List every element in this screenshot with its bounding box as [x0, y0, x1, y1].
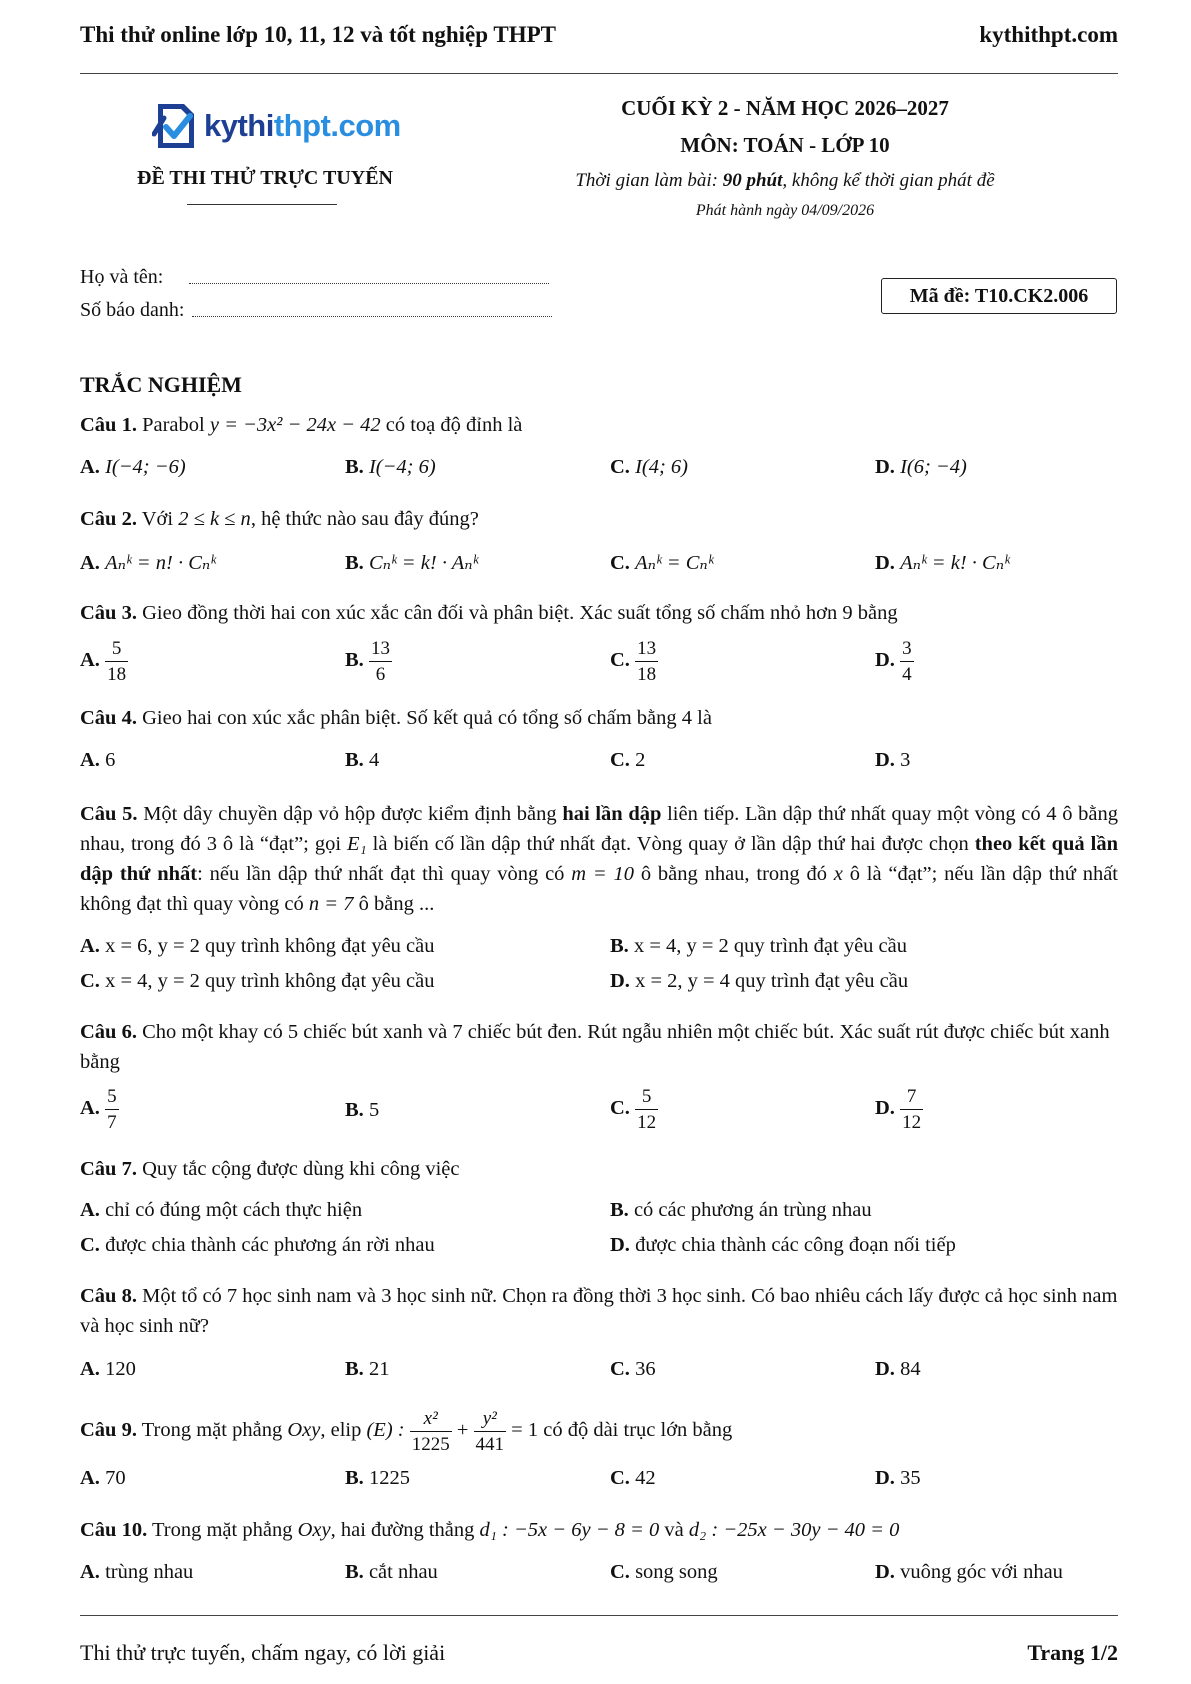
- student-id-dotted-line[interactable]: [192, 316, 552, 317]
- q9-option-b[interactable]: B. 1225: [345, 1467, 410, 1489]
- q5-option-d[interactable]: D. x = 2, y = 4 quy trình đạt yêu cầu: [610, 970, 909, 992]
- question-2: Câu 2. Với 2 ≤ k ≤ n, hệ thức nào sau đây đúng?: [80, 508, 479, 530]
- question-9: Câu 9. Trong mặt phẳng Oxy, elip (E) : $\frac{\text{x²}}{1225}$ + $\frac{\text{y²}}{441}$ = 1 có độ dài trục lớn bằng: [80, 1407, 733, 1455]
- site-logo[interactable]: [152, 100, 401, 152]
- q6-option-a[interactable]: A. $\frac{5}{7}$: [80, 1086, 117, 1133]
- q7-option-c[interactable]: C. được chia thành các phương án rời nhau: [80, 1234, 435, 1256]
- question-7: Câu 7. Quy tắc cộng được dùng khi công việc: [80, 1158, 460, 1180]
- logo-text: kythithpt.com: [204, 108, 401, 143]
- header-left: Thi thử online lớp 10, 11, 12 và tốt nghiệp THPT: [80, 22, 556, 47]
- question-1: Câu 1. Parabol y = −3x² − 24x − 42 có toạ độ đỉnh là: [80, 414, 523, 436]
- q3-option-a[interactable]: A. $\frac{5}{18}$: [80, 638, 127, 685]
- q3-option-c[interactable]: C. $\frac{13}{18}$: [610, 638, 657, 685]
- question-10: Câu 10. Trong mặt phẳng Oxy, hai đường thẳng d₁ : −5x − 6y − 8 = 0 và d₂ : −25x − 30y − 40 = 0: [80, 1519, 900, 1541]
- q7-option-d[interactable]: D. được chia thành các công đoạn nối tiếp: [610, 1234, 956, 1256]
- q8-option-d[interactable]: D. 84: [875, 1358, 921, 1380]
- q6-option-b[interactable]: B. 5: [345, 1099, 380, 1121]
- q5-option-a[interactable]: A. x = 6, y = 2 quy trình không đạt yêu cầu: [80, 935, 435, 957]
- q6-option-c[interactable]: C. $\frac{5}{12}$: [610, 1086, 657, 1133]
- student-id-field[interactable]: [80, 299, 552, 322]
- question-6: Câu 6. Cho một khay có 5 chiếc bút xanh và 7 chiếc bút đen. Rút ngẫu nhiên một chiếc bút. Xác suất rút được chiếc bút xanh bằng: [80, 1021, 1110, 1073]
- exam-page: [80, 0, 1118, 1684]
- footer-divider: [80, 1615, 1118, 1616]
- q1-option-b[interactable]: B. I(−4; 6): [345, 456, 436, 478]
- q1-option-a[interactable]: A. I(−4; −6): [80, 456, 186, 478]
- exam-release-date: Phát hành ngày 04/09/2026: [695, 202, 875, 219]
- q6-option-d[interactable]: D. $\frac{7}{12}$: [875, 1086, 922, 1133]
- student-id-label: Số báo danh:: [80, 299, 185, 321]
- q8-option-a[interactable]: A. 120: [80, 1358, 136, 1380]
- question-4: Câu 4. Gieo hai con xúc xắc phân biệt. Số kết quả có tổng số chấm bằng 4 là: [80, 707, 712, 729]
- q10-option-a[interactable]: A. trùng nhau: [80, 1561, 194, 1583]
- q9-option-a[interactable]: A. 70: [80, 1467, 126, 1489]
- page-header: [80, 22, 1118, 48]
- section-title: TRẮC NGHIỆM: [80, 372, 242, 397]
- q7-option-a[interactable]: A. chỉ có đúng một cách thực hiện: [80, 1199, 363, 1221]
- q5-option-b[interactable]: B. x = 4, y = 2 quy trình đạt yêu cầu: [610, 935, 907, 957]
- exam-time: Thời gian làm bài: 90 phút, không kể thời gian phát đề: [575, 170, 995, 191]
- q10-option-d[interactable]: D. vuông góc với nhau: [875, 1561, 1063, 1583]
- q9-option-c[interactable]: C. 42: [610, 1467, 656, 1489]
- q2-option-d[interactable]: D. Aₙᵏ = k! · Cₙᵏ: [875, 552, 1010, 574]
- header-divider: [80, 73, 1118, 74]
- q8-option-c[interactable]: C. 36: [610, 1358, 656, 1380]
- q4-option-c[interactable]: C. 2: [610, 749, 646, 771]
- name-field[interactable]: [80, 266, 549, 289]
- header-right[interactable]: kythithpt.com: [979, 22, 1118, 47]
- q5-option-c[interactable]: C. x = 4, y = 2 quy trình không đạt yêu cầu: [80, 970, 435, 992]
- title-underline: [187, 204, 337, 205]
- q2-option-b[interactable]: B. Cₙᵏ = k! · Aₙᵏ: [345, 552, 479, 574]
- q1-option-d[interactable]: D. I(6; −4): [875, 456, 967, 478]
- q10-option-b[interactable]: B. cắt nhau: [345, 1561, 438, 1583]
- question-5: Câu 5. Một dây chuyền dập vỏ hộp được kiểm định bằng hai lần dập liên tiếp. Lần dập thứ nhất quay một vòng có 4 ô bằng nhau, trong đó 3 ô là “đạt”; gọi E₁ là biến cố lần dập thứ nhất đạt. Vòng quay ở lần dập thứ hai được chọn theo kết quả lần dập thứ nhất: nếu lần dập thứ nhất đạt thì quay vòng có m = 10 ô bằng nhau, trong đó x ô là “đạt”; nếu lần dập thứ nhất không đạt thì quay vòng có n = 7 ô bằng ...: [80, 803, 1118, 915]
- q2-option-c[interactable]: C. Aₙᵏ = Cₙᵏ: [610, 552, 714, 574]
- exam-code-badge: Mã đề: T10.CK2.006: [881, 278, 1117, 314]
- question-8: Câu 8. Một tổ có 7 học sinh nam và 3 học sinh nữ. Chọn ra đồng thời 3 học sinh. Có bao nhiêu cách lấy được cả học sinh nam và học sinh nữ?: [80, 1285, 1118, 1337]
- q3-option-d[interactable]: D. $\frac{3}{4}$: [875, 638, 912, 685]
- name-label: Họ và tên:: [80, 266, 164, 288]
- exam-subject: MÔN: TOÁN - LỚP 10: [680, 133, 890, 157]
- q4-option-b[interactable]: B. 4: [345, 749, 380, 771]
- q8-option-b[interactable]: B. 21: [345, 1358, 390, 1380]
- q1-option-c[interactable]: C. I(4; 6): [610, 456, 688, 478]
- q3-option-b[interactable]: B. $\frac{13}{6}$: [345, 638, 390, 685]
- exam-term: CUỐI KỲ 2 - NĂM HỌC 2026–2027: [621, 96, 949, 120]
- q9-option-d[interactable]: D. 35: [875, 1467, 921, 1489]
- page-footer: [80, 1640, 1118, 1666]
- exam-heading: [540, 96, 1030, 220]
- q4-option-a[interactable]: A. 6: [80, 749, 116, 771]
- q7-option-b[interactable]: B. có các phương án trùng nhau: [610, 1199, 872, 1221]
- q10-option-c[interactable]: C. song song: [610, 1561, 718, 1583]
- online-exam-title: ĐỀ THI THỬ TRỰC TUYẾN: [137, 167, 393, 189]
- footer-slogan: Thi thử trực tuyến, chấm ngay, có lời giải: [80, 1640, 446, 1665]
- name-dotted-line[interactable]: [189, 283, 549, 284]
- q4-option-d[interactable]: D. 3: [875, 749, 911, 771]
- question-3: Câu 3. Gieo đồng thời hai con xúc xắc cân đối và phân biệt. Xác suất tổng số chấm nhỏ hơn 9 bằng: [80, 602, 898, 624]
- logo-check-icon: [152, 100, 200, 152]
- q2-option-a[interactable]: A. Aₙᵏ = n! · Cₙᵏ: [80, 552, 216, 574]
- page-number: Trang 1/2: [1027, 1640, 1118, 1665]
